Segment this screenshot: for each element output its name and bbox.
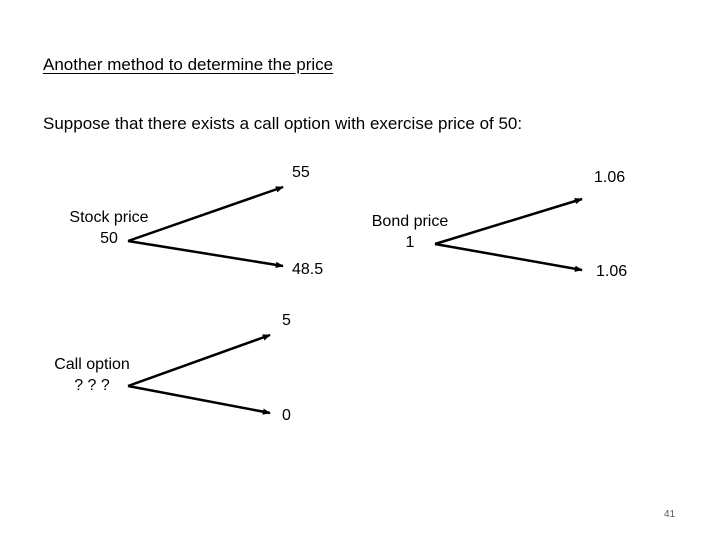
stock-root-label-line2: 50: [100, 229, 118, 247]
option-root-label: [44, 355, 140, 397]
bond-down-value: 1.06: [596, 263, 628, 280]
option-root-label-line1: Call option: [54, 356, 130, 373]
stock-root-label: [60, 208, 158, 250]
page-number: 41: [664, 509, 676, 520]
stock-root-label-line1: Stock price: [69, 209, 149, 226]
bond-root-label: [362, 212, 458, 254]
option-down-value: 0: [282, 407, 291, 424]
slide-heading: Another method to determine the price: [43, 55, 334, 74]
option-up-value: 5: [282, 312, 291, 329]
stock-up-value: 55: [292, 164, 310, 181]
bond-up-value: 1.06: [594, 169, 626, 186]
option-up-arrow: [128, 335, 270, 386]
intro-text: Suppose that there exists a call option with exercise price of 50:: [43, 114, 523, 133]
option-down-arrow: [128, 386, 270, 413]
stock-down-value: 48.5: [292, 261, 324, 278]
option-root-label-line2: ? ? ?: [74, 376, 110, 394]
bond-root-label-line1: Bond price: [371, 213, 449, 230]
bond-root-label-line2: 1: [405, 233, 415, 251]
